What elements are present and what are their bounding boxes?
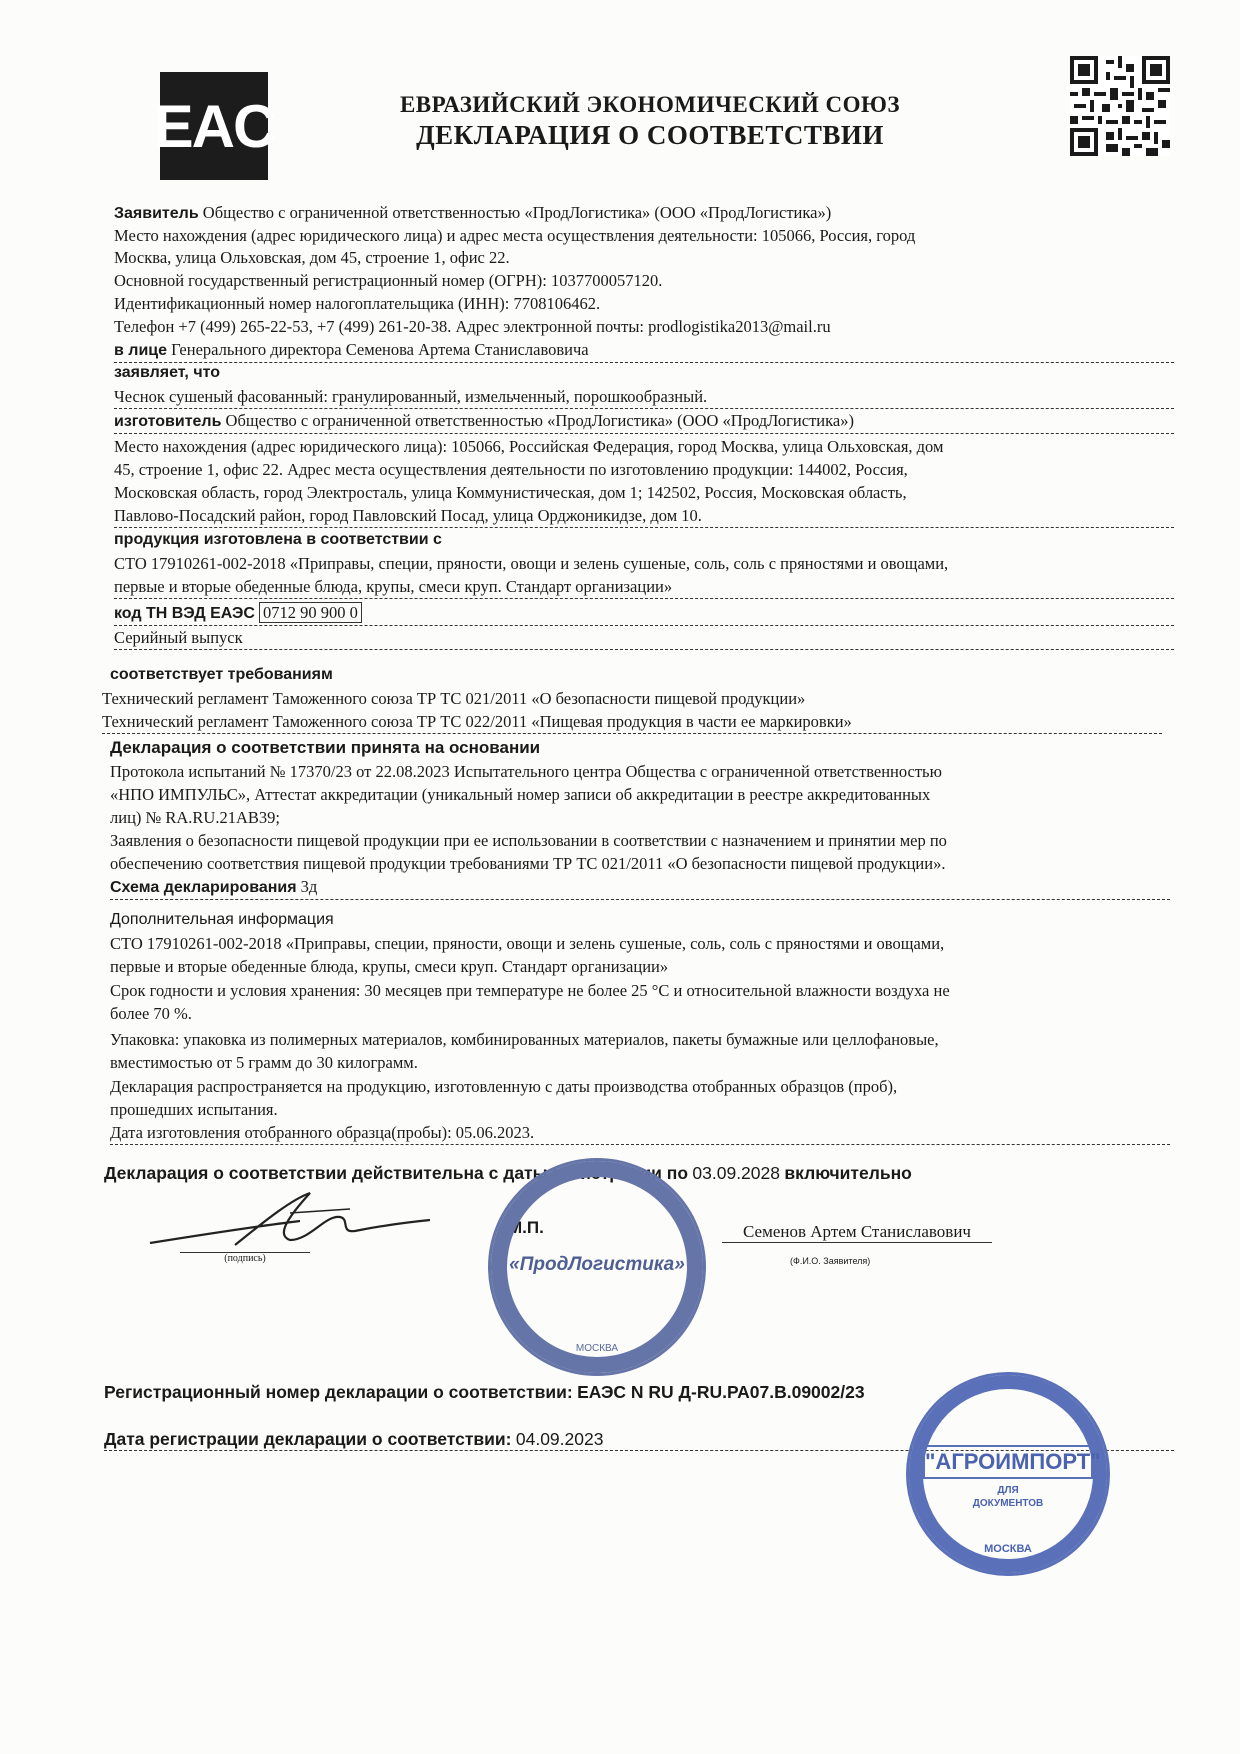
manufacturer-label: изготовитель (114, 413, 222, 430)
additional-text-3: Срок годности и условия хранения: 30 месяцев при температуре не более 25 °С и относительной влажности воздуха не (110, 981, 950, 1000)
document-title: ДЕКЛАРАЦИЯ О СООТВЕТСТВИИ (416, 120, 884, 150)
manufacturer-name: Общество с ограниченной ответственностью «ПродЛогистика» (ООО «ПродЛогистика») (225, 411, 854, 430)
tnved-label: код ТН ВЭД ЕАЭС (114, 605, 255, 622)
additional-text-9: Дата изготовления отобранного образца(пробы): 05.06.2023. (110, 1122, 1170, 1145)
scheme-line (110, 876, 1170, 900)
basis-text-4: Заявления о безопасности пищевой продукции при ее использовании в соответствии с назначением и принятии мер по (110, 831, 947, 850)
requirements-label: соответствует требованиям (110, 666, 333, 683)
additional-text-1: СТО 17910261-002-2018 «Приправы, специи, пряности, овощи и зелень сушеные, соль, соль с пряностями и овощами, (110, 934, 945, 953)
applicant-label: Заявитель (114, 205, 199, 222)
signatory-name: Семенов Артем Станиславович (722, 1222, 992, 1243)
additional-text-4: более 70 %. (110, 1004, 192, 1023)
applicant-rep-line (114, 339, 1174, 363)
qr-code-icon (1070, 56, 1170, 156)
union-title: ЕВРАЗИЙСКИЙ ЭКОНОМИЧЕСКИЙ СОЮЗ (399, 92, 901, 117)
rep-name: Генерального директора Семенова Артема Станиславовича (171, 340, 589, 359)
applicant-line (114, 202, 1174, 225)
signature-caption: (подпись) (180, 1252, 310, 1264)
scheme-label: Схема декларирования (110, 879, 297, 896)
basis-text-5: обеспечению соответствия пищевой продукции требованиями ТР ТС 021/2011 «О безопасности пищевой продукции». (110, 854, 946, 873)
agroimport-stamp-sub-2: ДОКУМЕНТОВ (972, 1498, 1044, 1509)
validity-label: Декларация о соответствии действительна с даты регистрации по (104, 1163, 689, 1183)
applicant-contacts: Телефон +7 (499) 265-22-53, +7 (499) 261-20-38. Адрес электронной почты: prodlogistika2013@mail.ru (114, 317, 831, 336)
validity-date: 03.09.2028 (692, 1163, 780, 1183)
mp-label: М.П. (508, 1218, 544, 1237)
signatory-caption: (Ф.И.О. Заявителя) (790, 1256, 871, 1266)
agroimport-stamp (906, 1372, 1110, 1576)
company-stamp (488, 1158, 706, 1376)
basis-text-3: лиц) № RA.RU.21АВ39; (110, 808, 280, 827)
requirement-1: Технический регламент Таможенного союза ТР ТС 021/2011 «О безопасности пищевой продукции» (102, 689, 806, 708)
company-stamp-center: «ПродЛогистика» (509, 1254, 685, 1275)
basis-text-2: «НПО ИМПУЛЬС», Аттестат аккредитации (уникальный номер записи об аккредитации в реестре аккредитованных (110, 785, 931, 804)
scheme-value: 3д (300, 877, 318, 896)
eac-logo-text: EAC (153, 92, 275, 160)
rep-label: в лице (114, 342, 168, 359)
basis-text-1: Протокола испытаний № 17370/23 от 22.08.2023 Испытательного центра Общества с ограниченной ответственностью (110, 762, 942, 781)
signature-icon (140, 1185, 440, 1255)
declares-label: заявляет, что (114, 364, 220, 381)
applicant-address-2: Москва, улица Ольховская, дом 45, строение 1, офис 22. (114, 248, 510, 267)
manufacturer-line (114, 410, 1174, 434)
standard-text-1: СТО 17910261-002-2018 «Приправы, специи, пряности, овощи и зелень сушеные, соль, соль с пряностями и овощами, (114, 554, 949, 573)
additional-text-8: прошедших испытания. (110, 1100, 278, 1119)
agroimport-stamp-city: МОСКВА (984, 1543, 1032, 1555)
manufacturer-address-3: Московская область, город Электросталь, улица Коммунистическая, дом 1; 142502, Россия, Московская область, (114, 483, 907, 502)
manufacturer-address-4: Павлово-Посадский район, город Павловский Посад, улица Орджоникидзе, дом 10. (114, 505, 1174, 528)
manufacturer-address-2: 45, строение 1, офис 22. Адрес места осуществления деятельности по изготовлению продукции: 144002, Россия, (114, 460, 908, 479)
standard-label: продукция изготовлена в соответствии с (114, 531, 442, 548)
requirement-2: Технический регламент Таможенного союза ТР ТС 022/2011 «Пищевая продукция в части ее маркировки» (102, 711, 1162, 734)
company-stamp-city: МОСКВА (575, 1343, 619, 1354)
applicant-name: Общество с ограниченной ответственностью «ПродЛогистика» (ООО «ПродЛогистика») (202, 203, 832, 222)
applicant-inn: Идентификационный номер налогоплательщика (ИНН): 7708106462. (114, 294, 601, 313)
tnved-line (114, 602, 1174, 626)
registration-number: ЕАЭС N RU Д-RU.РА07.В.09002/23 (577, 1382, 865, 1402)
registration-date: 04.09.2023 (515, 1429, 604, 1449)
eac-logo (153, 72, 275, 180)
additional-label: Дополнительная информация (110, 911, 334, 928)
additional-text-5: Упаковка: упаковка из полимерных материалов, комбинированных материалов, пакеты бумажные или целлофановые, (110, 1030, 939, 1049)
applicant-ogrn: Основной государственный регистрационный номер (ОГРН): 1037700057120. (114, 271, 663, 290)
additional-text-6: вместимостью от 5 грамм до 30 килограмм. (110, 1053, 418, 1072)
registration-number-label: Регистрационный номер декларации о соответствии: (104, 1382, 573, 1402)
agroimport-stamp-center: "АГРОИМПОРТ" (923, 1445, 1093, 1479)
registration-date-label: Дата регистрации декларации о соответствии: (104, 1429, 512, 1449)
serial-release: Серийный выпуск (114, 627, 1174, 650)
additional-text-2: первые и вторые обеденные блюда, крупы, смеси круп. Стандарт организации» (110, 957, 669, 976)
agroimport-stamp-sub-1: ДЛЯ (997, 1485, 1019, 1496)
product-name: Чеснок сушеный фасованный: гранулированный, измельченный, порошкообразный. (114, 386, 1174, 409)
applicant-address-1: Место нахождения (адрес юридического лица) и адрес места осуществления деятельности: 105066, Россия, город (114, 226, 916, 245)
standard-text-2: первые и вторые обеденные блюда, крупы, смеси круп. Стандарт организации» (114, 576, 1174, 599)
additional-text-7: Декларация распространяется на продукцию, изготовленную с даты производства отобранных образцов (проб), (110, 1077, 898, 1096)
validity-suffix: включительно (784, 1163, 912, 1183)
manufacturer-address-1: Место нахождения (адрес юридического лица): 105066, Российская Федерация, город Москва, улица Ольховская, дом (114, 437, 944, 456)
tnved-value: 0712 90 900 0 (259, 602, 362, 623)
basis-label: Декларация о соответствии принята на основании (110, 738, 541, 757)
